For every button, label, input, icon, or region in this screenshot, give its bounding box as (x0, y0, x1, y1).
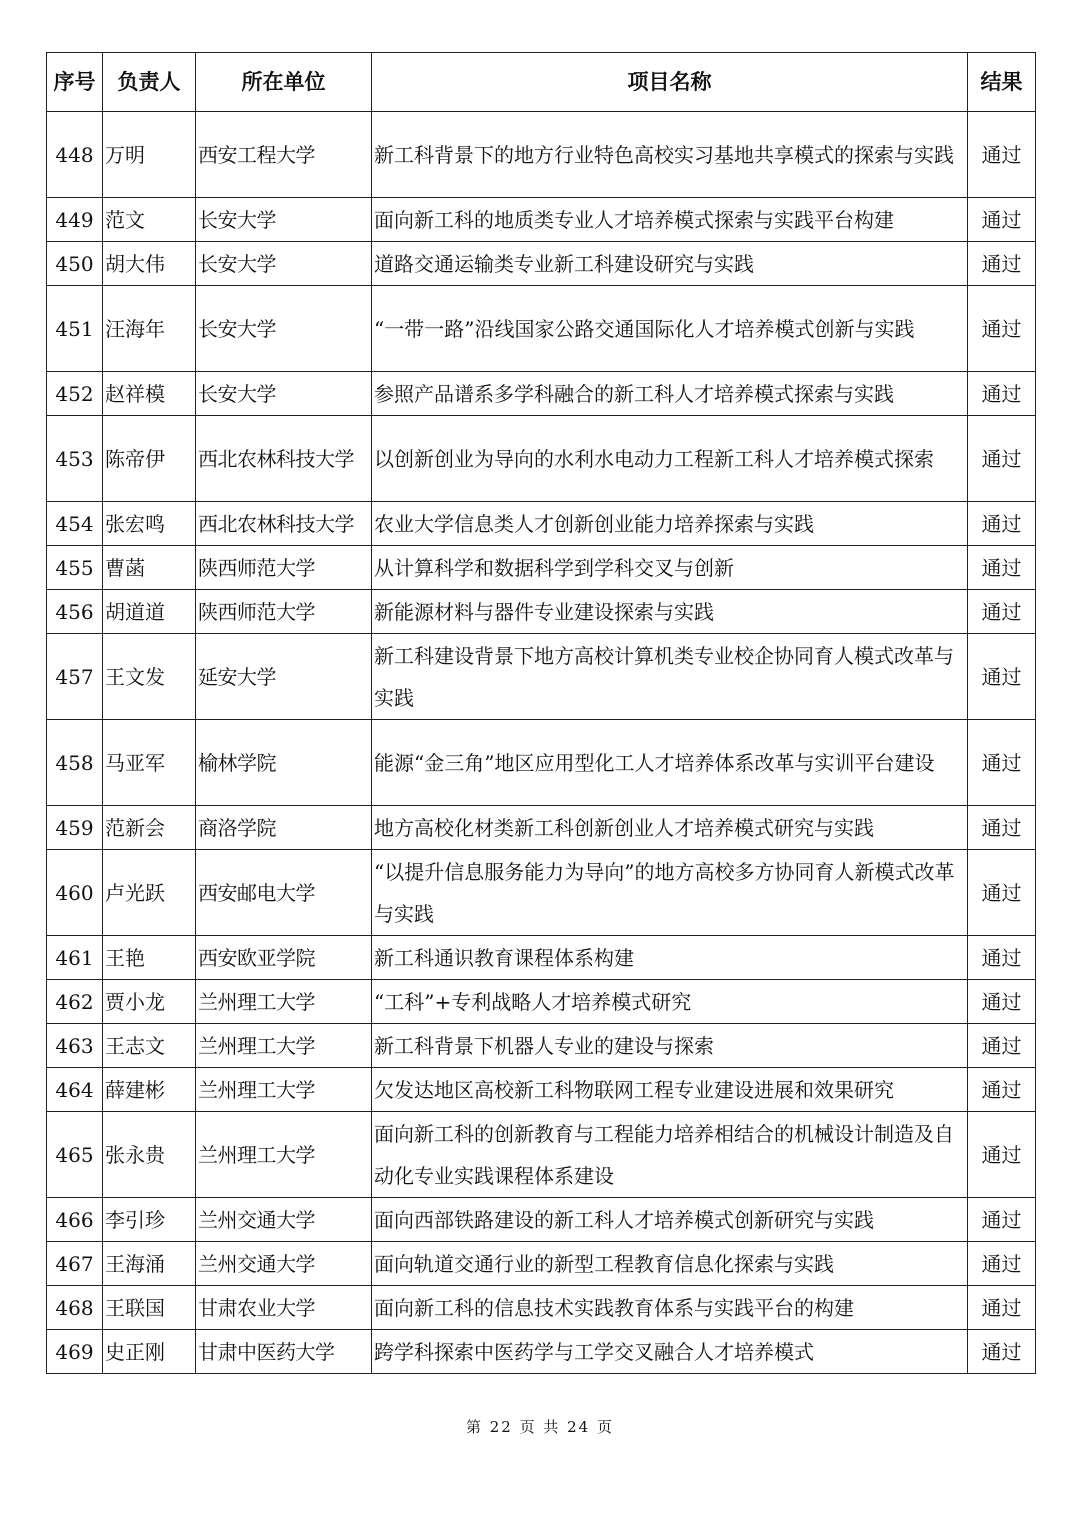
row-unit: 陕西师范大学 (196, 546, 372, 590)
row-number: 455 (47, 546, 103, 590)
table-row (47, 1198, 1036, 1242)
table-row (47, 936, 1036, 980)
row-result: 通过 (968, 634, 1036, 720)
row-result: 通过 (968, 1330, 1036, 1374)
table-row (47, 634, 1036, 720)
row-number: 449 (47, 198, 103, 242)
row-project: “一带一路”沿线国家公路交通国际化人才培养模式创新与实践 (372, 286, 968, 372)
row-number: 467 (47, 1242, 103, 1286)
row-person: 汪海年 (103, 286, 196, 372)
row-number: 458 (47, 720, 103, 806)
row-project: 面向轨道交通行业的新型工程教育信息化探索与实践 (372, 1242, 968, 1286)
row-person: 王联国 (103, 1286, 196, 1330)
row-unit: 甘肃中医药大学 (196, 1330, 372, 1374)
row-unit: 兰州交通大学 (196, 1198, 372, 1242)
table-row (47, 372, 1036, 416)
row-unit: 陕西师范大学 (196, 590, 372, 634)
row-person: 王海涌 (103, 1242, 196, 1286)
table-body (47, 112, 1036, 1374)
row-unit: 西安邮电大学 (196, 850, 372, 936)
header-num: 序号 (47, 53, 103, 112)
page-footer: 第 22 页 共 24 页 (465, 1418, 614, 1436)
row-project: 以创新创业为导向的水利水电动力工程新工科人才培养模式探索 (372, 416, 968, 502)
table-row (47, 286, 1036, 372)
table-row (47, 1330, 1036, 1374)
row-result: 通过 (968, 1286, 1036, 1330)
table-row (47, 806, 1036, 850)
row-number: 464 (47, 1068, 103, 1112)
row-result: 通过 (968, 980, 1036, 1024)
row-project: 新工科建设背景下地方高校计算机类专业校企协同育人模式改革与实践 (372, 634, 968, 720)
row-project: 地方高校化材类新工科创新创业人才培养模式研究与实践 (372, 806, 968, 850)
row-result: 通过 (968, 806, 1036, 850)
row-unit: 兰州理工大学 (196, 1112, 372, 1198)
row-project: “工科”+专利战略人才培养模式研究 (372, 980, 968, 1024)
row-person: 范新会 (103, 806, 196, 850)
row-person: 马亚军 (103, 720, 196, 806)
row-number: 459 (47, 806, 103, 850)
table-row (47, 502, 1036, 546)
row-project: 跨学科探索中医药学与工学交叉融合人才培养模式 (372, 1330, 968, 1374)
row-number: 460 (47, 850, 103, 936)
row-result: 通过 (968, 286, 1036, 372)
row-project: 面向西部铁路建设的新工科人才培养模式创新研究与实践 (372, 1198, 968, 1242)
table-row (47, 1286, 1036, 1330)
row-unit: 甘肃农业大学 (196, 1286, 372, 1330)
row-person: 胡道道 (103, 590, 196, 634)
row-project: 参照产品谱系多学科融合的新工科人才培养模式探索与实践 (372, 372, 968, 416)
row-person: 范文 (103, 198, 196, 242)
row-number: 448 (47, 112, 103, 198)
table-row (47, 242, 1036, 286)
row-project: 农业大学信息类人才创新创业能力培养探索与实践 (372, 502, 968, 546)
row-result: 通过 (968, 1242, 1036, 1286)
row-unit: 长安大学 (196, 286, 372, 372)
row-person: 王文发 (103, 634, 196, 720)
row-number: 461 (47, 936, 103, 980)
row-number: 469 (47, 1330, 103, 1374)
row-unit: 商洛学院 (196, 806, 372, 850)
header-result: 结果 (968, 53, 1036, 112)
header-project: 项目名称 (372, 53, 968, 112)
table-row (47, 1068, 1036, 1112)
table-row (47, 1024, 1036, 1068)
row-result: 通过 (968, 198, 1036, 242)
row-unit: 兰州理工大学 (196, 1024, 372, 1068)
table-row (47, 198, 1036, 242)
row-person: 张永贵 (103, 1112, 196, 1198)
row-person: 陈帝伊 (103, 416, 196, 502)
row-number: 452 (47, 372, 103, 416)
row-result: 通过 (968, 1024, 1036, 1068)
row-project: 能源“金三角”地区应用型化工人才培养体系改革与实训平台建设 (372, 720, 968, 806)
row-unit: 西北农林科技大学 (196, 502, 372, 546)
row-result: 通过 (968, 546, 1036, 590)
row-project: 从计算科学和数据科学到学科交叉与创新 (372, 546, 968, 590)
table-row (47, 546, 1036, 590)
row-result: 通过 (968, 242, 1036, 286)
row-person: 史正刚 (103, 1330, 196, 1374)
row-unit: 延安大学 (196, 634, 372, 720)
row-project: 新能源材料与器件专业建设探索与实践 (372, 590, 968, 634)
row-result: 通过 (968, 1112, 1036, 1198)
table-row (47, 1242, 1036, 1286)
row-result: 通过 (968, 112, 1036, 198)
row-number: 456 (47, 590, 103, 634)
row-number: 465 (47, 1112, 103, 1198)
row-number: 450 (47, 242, 103, 286)
row-person: 卢光跃 (103, 850, 196, 936)
row-result: 通过 (968, 372, 1036, 416)
row-number: 454 (47, 502, 103, 546)
row-project: 面向新工科的信息技术实践教育体系与实践平台的构建 (372, 1286, 968, 1330)
row-unit: 西北农林科技大学 (196, 416, 372, 502)
row-person: 胡大伟 (103, 242, 196, 286)
row-number: 457 (47, 634, 103, 720)
row-result: 通过 (968, 850, 1036, 936)
row-project: “以提升信息服务能力为导向”的地方高校多方协同育人新模式改革与实践 (372, 850, 968, 936)
row-unit: 长安大学 (196, 372, 372, 416)
row-result: 通过 (968, 720, 1036, 806)
project-table (46, 52, 1036, 1374)
row-number: 451 (47, 286, 103, 372)
row-project: 面向新工科的地质类专业人才培养模式探索与实践平台构建 (372, 198, 968, 242)
row-number: 466 (47, 1198, 103, 1242)
row-unit: 兰州交通大学 (196, 1242, 372, 1286)
row-number: 468 (47, 1286, 103, 1330)
row-person: 曹菡 (103, 546, 196, 590)
table-row (47, 590, 1036, 634)
table-row (47, 720, 1036, 806)
row-unit: 兰州理工大学 (196, 980, 372, 1024)
row-project: 道路交通运输类专业新工科建设研究与实践 (372, 242, 968, 286)
row-unit: 榆林学院 (196, 720, 372, 806)
row-project: 新工科背景下的地方行业特色高校实习基地共享模式的探索与实践 (372, 112, 968, 198)
table-row (47, 416, 1036, 502)
row-person: 李引珍 (103, 1198, 196, 1242)
row-project: 欠发达地区高校新工科物联网工程专业建设进展和效果研究 (372, 1068, 968, 1112)
row-unit: 西安工程大学 (196, 112, 372, 198)
table-row (47, 850, 1036, 936)
row-person: 薛建彬 (103, 1068, 196, 1112)
row-unit: 西安欧亚学院 (196, 936, 372, 980)
table-row (47, 1112, 1036, 1198)
row-person: 王艳 (103, 936, 196, 980)
row-number: 462 (47, 980, 103, 1024)
table-header-row (47, 53, 1036, 112)
row-number: 463 (47, 1024, 103, 1068)
row-unit: 长安大学 (196, 242, 372, 286)
row-project: 新工科通识教育课程体系构建 (372, 936, 968, 980)
row-person: 赵祥模 (103, 372, 196, 416)
row-number: 453 (47, 416, 103, 502)
row-result: 通过 (968, 936, 1036, 980)
row-unit: 长安大学 (196, 198, 372, 242)
header-unit: 所在单位 (196, 53, 372, 112)
row-result: 通过 (968, 1198, 1036, 1242)
table-row (47, 112, 1036, 198)
row-project: 新工科背景下机器人专业的建设与探索 (372, 1024, 968, 1068)
row-result: 通过 (968, 590, 1036, 634)
header-person: 负责人 (103, 53, 196, 112)
row-person: 张宏鸣 (103, 502, 196, 546)
row-unit: 兰州理工大学 (196, 1068, 372, 1112)
table-row (47, 980, 1036, 1024)
row-person: 王志文 (103, 1024, 196, 1068)
row-person: 贾小龙 (103, 980, 196, 1024)
row-person: 万明 (103, 112, 196, 198)
row-result: 通过 (968, 416, 1036, 502)
row-result: 通过 (968, 1068, 1036, 1112)
row-result: 通过 (968, 502, 1036, 546)
row-project: 面向新工科的创新教育与工程能力培养相结合的机械设计制造及自动化专业实践课程体系建设 (372, 1112, 968, 1198)
